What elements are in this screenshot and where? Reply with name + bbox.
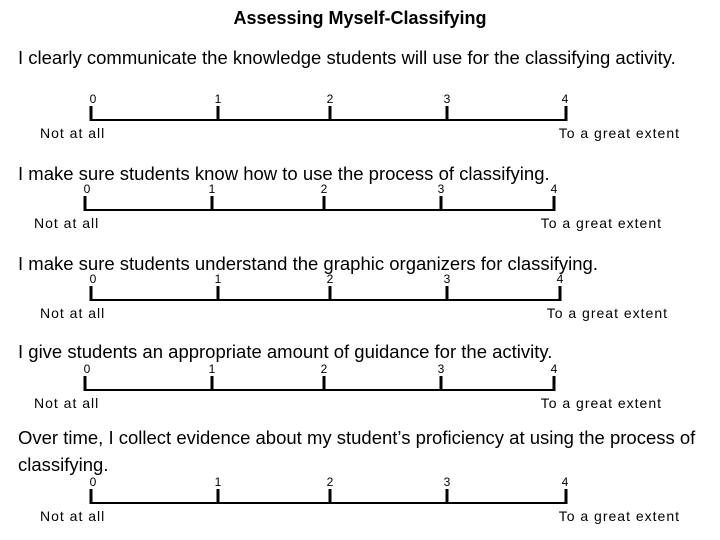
- scale-tick-4[interactable]: [553, 196, 556, 211]
- scale-number-0: 0: [83, 182, 91, 196]
- scale-tick-1[interactable]: [217, 489, 220, 504]
- scale-high-label: To a great extent: [546, 305, 668, 321]
- scale-number-1: 1: [208, 182, 216, 196]
- rating-scale-2[interactable]: [34, 183, 674, 243]
- scale-tick-1[interactable]: [211, 376, 214, 391]
- scale-tick-0[interactable]: [90, 489, 93, 504]
- scale-tick-2[interactable]: [323, 196, 326, 211]
- scale-number-1: 1: [214, 272, 222, 286]
- scale-tick-3[interactable]: [446, 489, 449, 504]
- scale-tick-0[interactable]: [84, 196, 87, 211]
- scale-tick-3[interactable]: [446, 286, 449, 301]
- scale-number-4: 4: [561, 92, 569, 106]
- scale-tick-0[interactable]: [84, 376, 87, 391]
- scale-tick-4[interactable]: [565, 106, 568, 121]
- scale-number-1: 1: [214, 92, 222, 106]
- scale-line: [90, 299, 560, 301]
- scale-number-2: 2: [320, 362, 328, 376]
- scale-low-label: Not at all: [34, 395, 100, 411]
- scale-line: [84, 389, 554, 391]
- scale-number-2: 2: [326, 92, 334, 106]
- rating-scale-4[interactable]: [34, 363, 674, 423]
- scale-tick-1[interactable]: [217, 106, 220, 121]
- scale-number-0: 0: [89, 272, 97, 286]
- scale-tick-2[interactable]: [323, 376, 326, 391]
- scale-tick-3[interactable]: [446, 106, 449, 121]
- scale-number-3: 3: [437, 182, 445, 196]
- statement-4: I give students an appropriate amount of guidance for the activity.: [18, 341, 553, 362]
- scale-high-label: To a great extent: [540, 395, 662, 411]
- scale-number-1: 1: [208, 362, 216, 376]
- scale-high-label: To a great extent: [558, 508, 680, 524]
- scale-high-label: To a great extent: [540, 215, 662, 231]
- scale-low-label: Not at all: [40, 125, 106, 141]
- scale-tick-3[interactable]: [440, 196, 443, 211]
- scale-number-2: 2: [320, 182, 328, 196]
- statement-2: I make sure students know how to use the process of classifying.: [18, 163, 550, 184]
- scale-number-1: 1: [214, 475, 222, 489]
- scale-number-3: 3: [443, 92, 451, 106]
- scale-tick-4[interactable]: [559, 286, 562, 301]
- scale-number-2: 2: [326, 272, 334, 286]
- scale-low-label: Not at all: [40, 508, 106, 524]
- scale-number-4: 4: [550, 362, 558, 376]
- scale-high-label: To a great extent: [558, 125, 680, 141]
- scale-tick-0[interactable]: [90, 106, 93, 121]
- scale-number-4: 4: [550, 182, 558, 196]
- page-title: Assessing Myself-Classifying: [233, 8, 487, 28]
- scale-number-2: 2: [326, 475, 334, 489]
- scale-number-0: 0: [89, 475, 97, 489]
- scale-tick-4[interactable]: [565, 489, 568, 504]
- scale-tick-2[interactable]: [329, 286, 332, 301]
- scale-number-3: 3: [443, 475, 451, 489]
- rating-scale-5[interactable]: [40, 476, 680, 536]
- statement-3: I make sure students understand the graphic organizers for classifying.: [18, 253, 598, 274]
- scale-number-0: 0: [89, 92, 97, 106]
- scale-number-0: 0: [83, 362, 91, 376]
- scale-tick-4[interactable]: [553, 376, 556, 391]
- scale-number-3: 3: [437, 362, 445, 376]
- scale-tick-2[interactable]: [329, 106, 332, 121]
- rating-scale-3[interactable]: [40, 273, 680, 333]
- scale-number-3: 3: [443, 272, 451, 286]
- scale-low-label: Not at all: [40, 305, 106, 321]
- scale-tick-1[interactable]: [217, 286, 220, 301]
- scale-low-label: Not at all: [34, 215, 100, 231]
- scale-number-4: 4: [561, 475, 569, 489]
- scale-tick-0[interactable]: [90, 286, 93, 301]
- scale-tick-2[interactable]: [329, 489, 332, 504]
- scale-number-4: 4: [556, 272, 564, 286]
- rating-scale-1[interactable]: [40, 93, 680, 153]
- scale-tick-1[interactable]: [211, 196, 214, 211]
- statement-5: Over time, I collect evidence about my student’s proficiency at using the process of classifying.: [18, 427, 696, 475]
- statement-1: I clearly communicate the knowledge students will use for the classifying activity.: [18, 47, 676, 68]
- scale-line: [84, 209, 554, 211]
- scale-tick-3[interactable]: [440, 376, 443, 391]
